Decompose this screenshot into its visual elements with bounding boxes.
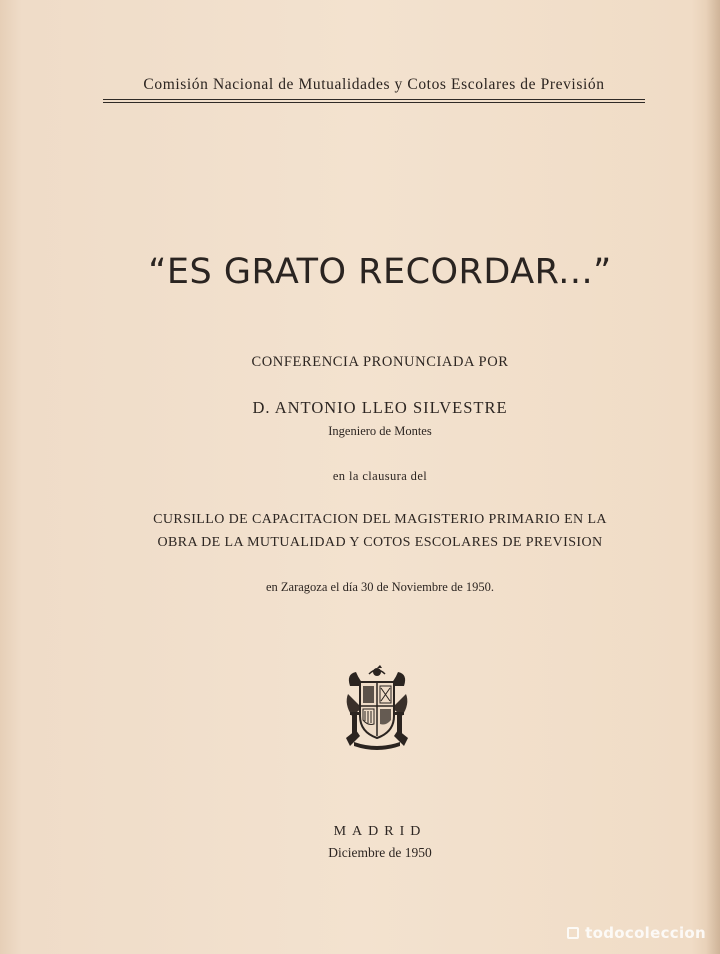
institution-header: Comisión Nacional de Mutualidades y Cotos Escolares de Previsión [143, 76, 605, 93]
course-line-1: CURSILLO DE CAPACITACION DEL MAGISTERIO PRIMARIO EN LA [153, 512, 607, 527]
watermark-logo-icon [567, 927, 579, 939]
author-name: D. ANTONIO LLEO SILVESTRE [252, 398, 508, 417]
publication-city: MADRID [333, 824, 427, 839]
date-place-line: en Zaragoza el día 30 de Noviembre de 1950. [265, 580, 495, 594]
course-line-2: OBRA DE LA MUTUALIDAD Y COTOS ESCOLARES DE PREVISION [157, 535, 603, 550]
header-rule [103, 99, 645, 100]
conferencia-line: CONFERENCIA PRONUNCIADA POR [251, 354, 509, 370]
clausura-line: en la clausura del [332, 469, 428, 483]
watermark-text: todocoleccion [585, 924, 706, 942]
author-role: Ingeniero de Montes [328, 424, 432, 438]
publication-date: Diciembre de 1950 [328, 845, 432, 860]
document-title: “ES GRATO RECORDAR...” [148, 252, 612, 292]
coat-of-arms-icon [342, 664, 412, 754]
watermark [567, 924, 706, 942]
header-rule-secondary [103, 102, 645, 103]
